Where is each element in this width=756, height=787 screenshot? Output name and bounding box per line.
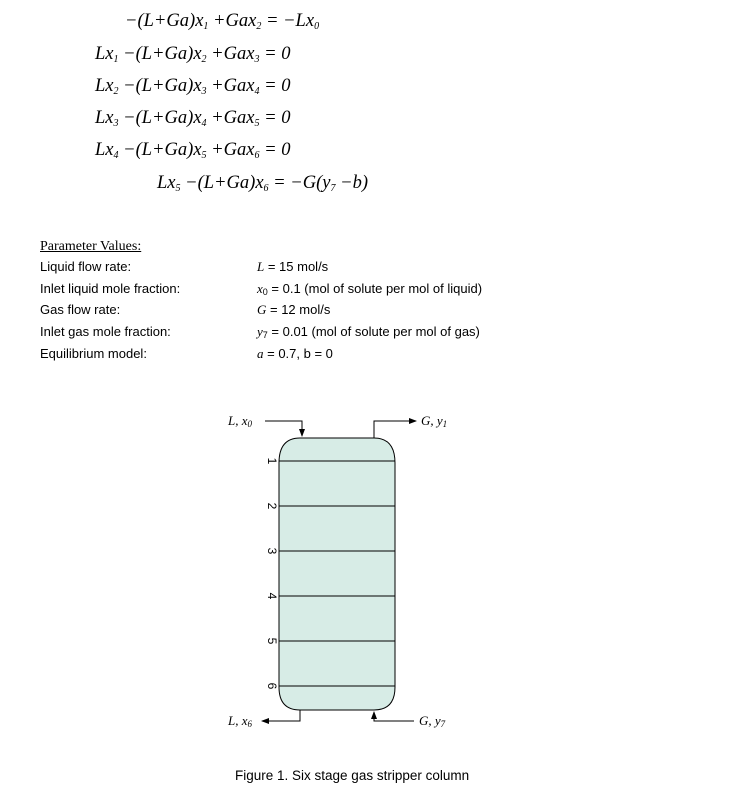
- param-value-liquid-flow: L = 15 mol/s: [257, 259, 329, 274]
- equation-5: $Lx_4 -(L+Ga)x_5 +Gax_6 = 0$: [95, 140, 291, 161]
- parameters-title: Parameter Values:: [40, 239, 142, 254]
- stage-label: 4: [265, 592, 279, 600]
- param-label-gas-flow: Gas flow rate:: [40, 302, 121, 317]
- gas-outlet-arrow: [374, 421, 416, 438]
- gas-inlet-arrow: [374, 712, 414, 721]
- column-vessel: [279, 438, 395, 710]
- equation-6: $Lx_5 -(L+Ga)x_6 = -G(y_7 -b)$: [157, 173, 369, 194]
- equation-3: $Lx_2 -(L+Ga)x_3 +Gax_4 = 0$: [95, 76, 291, 97]
- figure-caption: Figure 1. Six stage gas stripper column: [235, 768, 470, 783]
- stream-liquid-in: L, $x_0$: [228, 413, 252, 429]
- equation-1: $-(L+Ga)x_1 +Gax_2 = -Lx_0$: [125, 11, 320, 32]
- stream-liquid-out: L, $x_6$: [228, 713, 252, 729]
- param-value-equilibrium: a = 0.7, b = 0: [257, 346, 333, 361]
- stage-label: 1: [265, 457, 279, 465]
- stream-gas-out: G, $y_1$: [421, 413, 448, 429]
- param-label-equilibrium: Equilibrium model:: [40, 346, 147, 361]
- param-value-gas-flow: G = 12 mol/s: [257, 302, 331, 317]
- equation-4: $Lx_3 -(L+Ga)x_4 +Gax_5 = 0$: [95, 108, 291, 129]
- stage-label: 5: [265, 637, 279, 645]
- stream-gas-in: G, $y_7$: [419, 713, 446, 729]
- stage-labels: [265, 458, 279, 690]
- stage-label: 3: [265, 547, 279, 555]
- liquid-outlet-arrow: [262, 710, 300, 721]
- param-label-liquid-flow: Liquid flow rate:: [40, 259, 132, 274]
- stage-label: 6: [265, 682, 279, 690]
- param-label-inlet-liquid: Inlet liquid mole fraction:: [40, 281, 181, 296]
- param-value-inlet-liquid: $x_0 = 0.1$ (mol of solute per mol of liquid): [257, 281, 483, 297]
- equation-2: $Lx_1 -(L+Ga)x_2 +Gax_3 = 0$: [95, 44, 291, 65]
- param-value-inlet-gas: $y_7 = 0.01$ (mol of solute per mol of gas): [257, 324, 480, 340]
- stage-label: 2: [265, 502, 279, 510]
- param-label-inlet-gas: Inlet gas mole fraction:: [40, 324, 171, 339]
- liquid-inlet-arrow: [265, 421, 302, 436]
